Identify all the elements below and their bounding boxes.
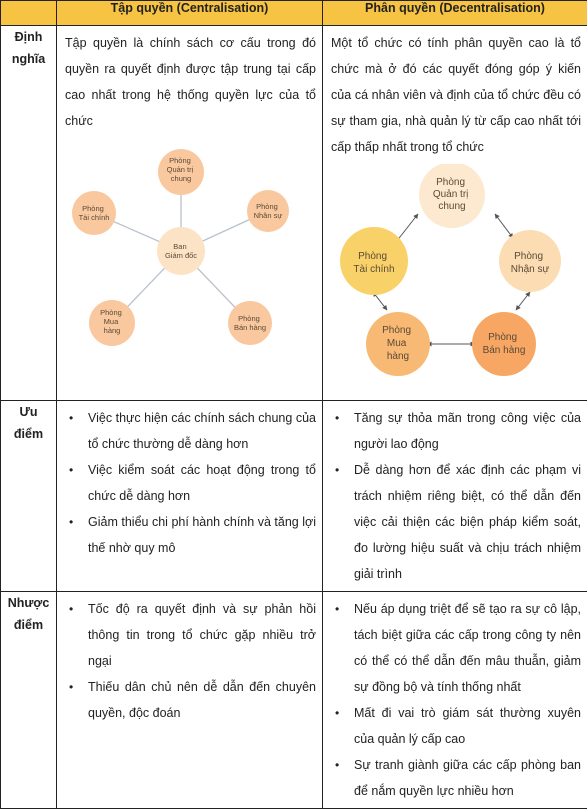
node-label-line: Phòng: [169, 156, 191, 165]
node-bottom-right: [472, 312, 536, 376]
node-label-line: Nhận sự: [511, 264, 550, 275]
node-circle: [472, 312, 536, 376]
node-left: [340, 227, 408, 295]
disadvantages-decentralisation-cell: [323, 592, 587, 809]
list-item: • Thiếu dân chủ nên dễ dẫn đến chuyên quyền, độc đoán: [65, 674, 316, 726]
disadvantages-decentralisation-list: [331, 596, 581, 804]
node-label-line: Phòng: [82, 204, 104, 213]
node-label: [100, 308, 124, 335]
list-item: • Việc thực hiện các chính sách chung của tổ chức thường dễ dàng hơn: [65, 405, 316, 457]
node-label-line: Tài chính: [79, 213, 110, 222]
row-label-line: Định: [15, 30, 43, 44]
node-label-line: Mua: [104, 317, 119, 326]
node-label-line: Ban: [173, 242, 186, 251]
row-label-line: Nhược: [8, 596, 50, 610]
node-label-line: chung: [171, 174, 191, 183]
row-label-definition: [1, 26, 57, 401]
node-label-line: chung: [438, 201, 465, 212]
row-label-advantages: [1, 401, 57, 592]
node-left: [72, 191, 116, 235]
node-label-line: Quản trị: [167, 165, 194, 174]
node-label: [254, 202, 283, 220]
node-label: [167, 156, 196, 183]
definition-centralisation-cell: [57, 26, 323, 401]
node-right: [499, 230, 561, 292]
node-label: [234, 314, 266, 332]
centralisation-diagram: [57, 138, 321, 378]
list-item: • Nếu áp dụng triệt để sẽ tạo ra sự cô lập, tách biệt giữa các cấp trong công ty nên có thể có thể dẫn đến mâu thuẫn, giảm sự đồng bộ và tính thống nhất: [331, 596, 581, 700]
row-label-line: điểm: [14, 618, 43, 632]
node-top: [419, 164, 485, 228]
definition-decentralisation-cell: [323, 26, 587, 401]
row-label-line: Ưu: [19, 405, 37, 419]
list-item: • Tăng sự thỏa mãn trong công việc của người lao động: [331, 405, 581, 457]
list-item: • Mất đi vai trò giám sát thường xuyên của quản lý cấp cao: [331, 700, 581, 752]
node-label-line: Phòng: [100, 308, 122, 317]
advantages-row: [1, 401, 587, 592]
disadvantages-centralisation-list: [65, 596, 316, 726]
node-label-line: Phòng: [358, 251, 387, 262]
node-label: [433, 177, 471, 212]
node-label-line: Phòng: [514, 251, 543, 262]
list-item: • Việc kiểm soát các hoạt động trong tổ chức dễ dàng hơn: [65, 457, 316, 509]
node-label: [79, 204, 110, 222]
disadvantages-centralisation-cell: [57, 592, 323, 809]
node-label-line: Bán hàng: [234, 323, 266, 332]
header-row: [1, 1, 587, 26]
node-label-line: Phòng: [238, 314, 260, 323]
node-bottom-right: [228, 301, 272, 345]
definition-row: [1, 26, 587, 401]
arrow-line: [396, 214, 418, 242]
node-label-line: Nhân sự: [254, 211, 283, 220]
advantages-centralisation-cell: [57, 401, 323, 592]
arrow-line: [516, 292, 530, 310]
header-centralisation: Tập quyền (Centralisation): [57, 1, 323, 26]
disadvantages-row: [1, 592, 587, 809]
node-label-line: Phòng: [256, 202, 278, 211]
decentralisation-diagram: [323, 164, 586, 394]
node-label-line: Phòng: [382, 325, 411, 336]
node-label-line: hàng: [104, 326, 121, 335]
row-label-line: điểm: [14, 427, 43, 441]
node-label-line: Bán hàng: [483, 345, 526, 356]
node-bottom-left: [89, 300, 135, 346]
advantages-decentralisation-cell: [323, 401, 587, 592]
node-label-line: Quản trị: [433, 189, 469, 200]
node-top: [158, 149, 204, 195]
node-label-line: Mua: [387, 338, 407, 349]
node-label-line: Phòng: [488, 332, 517, 343]
advantages-decentralisation-list: [331, 405, 581, 587]
row-label-disadvantages: [1, 592, 57, 809]
node-label: [382, 325, 414, 362]
node-right: [247, 190, 289, 232]
definition-centralisation-text: Tập quyền là chính sách cơ cấu trong đó quyền ra quyết định được tập trung tại cấp cao nhất trong hệ thống quyền lực của tổ chức: [57, 26, 322, 138]
list-item: • Tốc độ ra quyết định và sự phản hồi thông tin trong tổ chức gặp nhiều trở ngại: [65, 596, 316, 674]
list-item: • Giảm thiểu chi phí hành chính và tăng lợi thế nhờ quy mô: [65, 509, 316, 561]
list-item: • Sự tranh giành giữa các cấp phòng ban để nắm quyền lực nhiều hơn: [331, 752, 581, 804]
header-empty-cell: [1, 1, 57, 26]
node-label-line: hàng: [387, 351, 409, 362]
advantages-centralisation-list: [65, 405, 316, 561]
list-item: • Dễ dàng hơn để xác định các phạm vi trách nhiệm riêng biệt, có thể dẫn đến việc cải thiện các biện pháp kiểm soát, đo lường hiệu suất và chịu trách nhiệm giải trình: [331, 457, 581, 587]
arrow-line: [495, 214, 513, 238]
node-label-line: Tài chính: [353, 264, 394, 275]
row-label-line: nghĩa: [12, 52, 45, 66]
definition-decentralisation-text: Một tổ chức có tính phân quyền cao là tổ chức mà ở đó các quyết đóng góp ý kiến của cá nhân viên và định của tổ chức đều có sự tham gia, nhà quản lý từ cấp cao nhất tới cấp thấp nhất trong tổ chức: [323, 26, 587, 164]
node-label-line: Giám đốc: [165, 251, 197, 260]
header-decentralisation: Phân quyền (Decentralisation): [323, 1, 587, 26]
node-label-line: Phòng: [436, 177, 465, 188]
node-center: [157, 227, 205, 275]
node-bottom-left: [366, 312, 430, 376]
